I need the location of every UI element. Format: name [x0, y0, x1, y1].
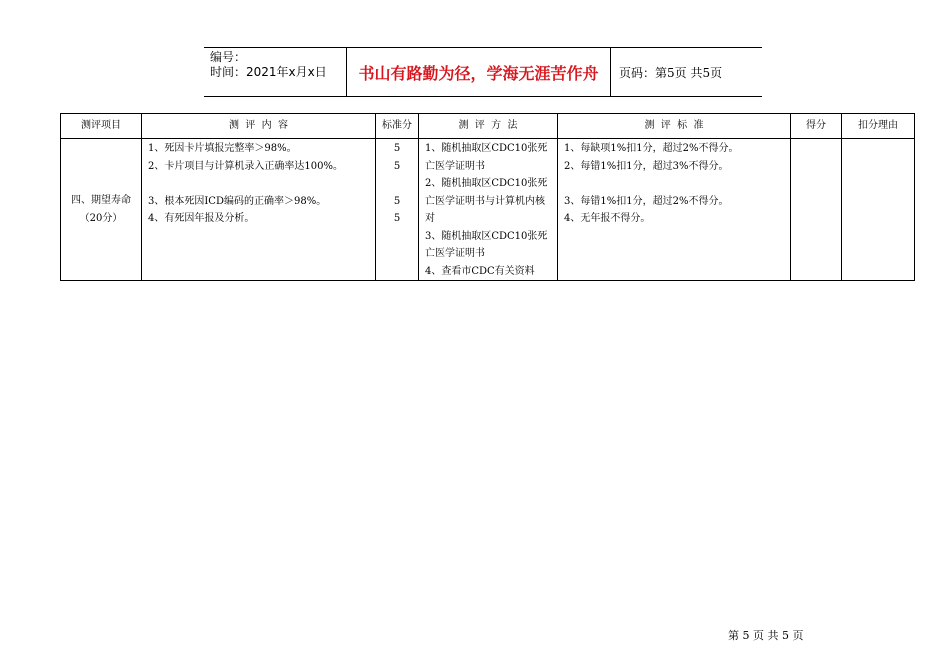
standard-line — [564, 175, 784, 193]
page-footer: 第 5 页 共 5 页 — [728, 629, 804, 642]
evaluation-table — [60, 113, 915, 281]
column-header: 得分 — [791, 114, 842, 139]
content-cell — [142, 139, 376, 281]
content-line: 3、根本死因ICD编码的正确率＞98%。 — [148, 195, 327, 207]
score-value — [376, 175, 418, 193]
page-label: 页码： — [619, 65, 656, 80]
method-line: 亡医学证明书与计算机内核 — [425, 195, 545, 207]
column-header: 标准分 — [376, 114, 419, 139]
column-header: 测评项目 — [61, 114, 142, 139]
method-line: 1、随机抽取区CDC10张死 — [425, 143, 548, 154]
score-value: 5 — [393, 143, 401, 154]
score-value: 5 — [393, 213, 401, 224]
page-header — [204, 47, 762, 97]
number-label: 编号： — [210, 50, 247, 64]
content-line — [148, 175, 369, 193]
table-header-row — [61, 114, 915, 139]
method-line: 3、随机抽取区CDC10张死 — [425, 230, 548, 242]
method-line: 亡医学证明书 — [425, 248, 485, 259]
score-value: 5 — [393, 195, 401, 207]
method-line: 2、随机抽取区CDC10张死 — [425, 178, 548, 189]
method-line: 4、查看市CDC有关资料 — [425, 265, 535, 277]
column-header: 扣分理由 — [842, 114, 915, 139]
deduction-reason-cell — [842, 139, 915, 281]
time-label: 时间：2021年x月x日 — [210, 65, 327, 79]
header-motto: 书山有路勤为径，学海无涯苦作舟 — [358, 63, 599, 83]
standard-line: 1、每缺项1%扣1分，超过2%不得分。 — [564, 143, 739, 154]
content-line: 4、有死因年报及分析。 — [148, 213, 255, 224]
content-line: 2、卡片项目与计算机录入正确率达100%。 — [148, 160, 343, 172]
header-page-info — [611, 47, 762, 97]
column-header: 测 评 标 准 — [558, 114, 791, 139]
score-value: 5 — [393, 160, 401, 172]
score-cell — [376, 139, 419, 281]
content-line: 1、死因卡片填报完整率＞98%。 — [148, 143, 297, 154]
standard-line: 2、每错1%扣1分，超过3%不得分。 — [564, 160, 729, 172]
column-header: 测 评 方 法 — [419, 114, 558, 139]
item-cell — [61, 139, 142, 281]
table-row — [61, 139, 915, 281]
standard-line: 4、无年报不得分。 — [564, 213, 651, 224]
header-meta — [210, 50, 327, 80]
page-count: 第5页 共5页 — [655, 65, 723, 80]
standard-cell — [558, 139, 791, 281]
item-name: 四、期望寿命 — [71, 194, 131, 206]
item-points: （20分） — [79, 212, 123, 224]
method-cell — [419, 139, 558, 281]
method-line: 亡医学证明书 — [425, 160, 485, 172]
standard-line: 3、每错1%扣1分，超过2%不得分。 — [564, 195, 729, 207]
method-line: 对 — [425, 213, 435, 224]
column-header: 测 评 内 容 — [142, 114, 376, 139]
obtained-score-cell — [791, 139, 842, 281]
